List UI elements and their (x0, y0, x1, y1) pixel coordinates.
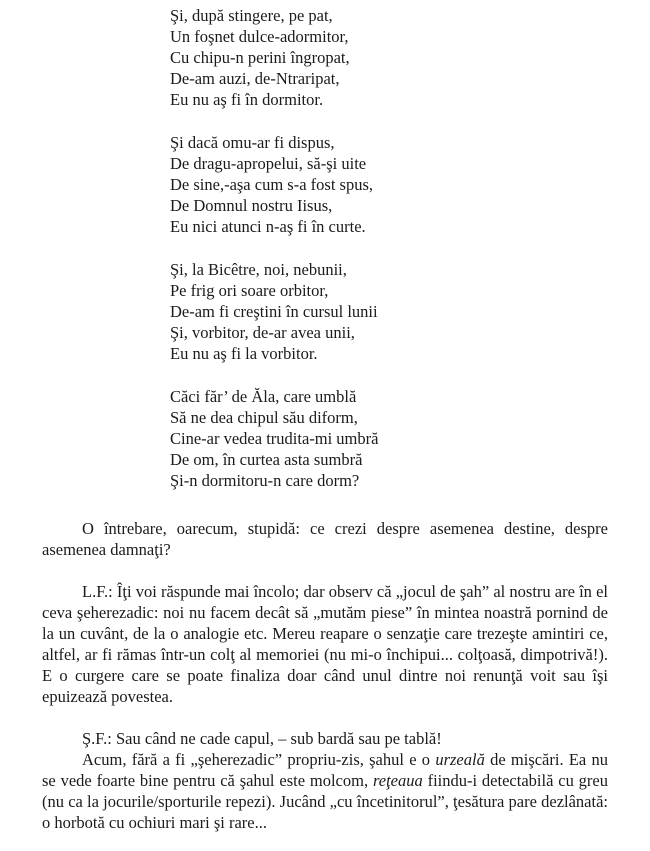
poem-stanza-2 (170, 132, 608, 237)
paragraph-acum (42, 749, 608, 833)
poem-line: Căci făr’ de Ăla, care umblă (170, 387, 357, 406)
poem-line: Şi, la Bicêtre, noi, nebunii, (170, 260, 347, 279)
poem-line: De sine,-aşa cum s-a fost spus, (170, 175, 373, 194)
poem-stanza-3 (170, 259, 608, 364)
poem-block (170, 5, 608, 491)
acum-text-2: de mişcări. Ea nu se vede foarte bine pentru că şahul este molcom, (42, 750, 609, 790)
poem-line: Cu chipu-n perini îngropat, (170, 48, 350, 67)
poem-line: Şi, vorbitor, de-ar avea unii, (170, 323, 355, 342)
poem-line: Eu nu aş fi în dormitor. (170, 90, 324, 109)
paragraph-sf-reply: Ş.F.: Sau când ne cade capul, – sub bardă sau pe tablă! (82, 729, 442, 748)
poem-line: De-am fi creştini în cursul lunii (170, 302, 378, 321)
poem-line: De om, în curtea asta sumbră (170, 450, 363, 469)
poem-line: Cine-ar vedea trudita-mi umbră (170, 429, 379, 448)
italic-term-urzeala: urzeală (435, 750, 485, 769)
poem-line: Şi dacă omu-ar fi dispus, (170, 133, 335, 152)
poem-line: Pe frig ori soare orbitor, (170, 281, 329, 300)
paragraph-question: O întrebare, oarecum, stupidă: ce crezi despre asemenea destine, despre asemenea damnaţi? (42, 519, 608, 559)
poem-line: Un foşnet dulce-adormitor, (170, 27, 349, 46)
acum-text-1: Acum, fără a fi „şeherezadic” propriu-zis, şahul e o (82, 750, 436, 769)
italic-term-reteaua: reţeaua (372, 771, 423, 790)
poem-line: Şi, după stingere, pe pat, (170, 6, 333, 25)
poem-line: Şi-n dormitoru-n care dorm? (170, 471, 360, 490)
acum-text-3: fiindu-i detectabilă cu greu (nu ca la jocurile/sporturile repezi). Jucând „cu încetinitorul”, ţesătura pare dezlânată: o horbotă cu ochiuri mari şi rare... (42, 771, 608, 832)
poem-line: De Domnul nostru Iisus, (170, 196, 333, 215)
paragraph-lf-answer: L.F.: Îţi voi răspunde mai încolo; dar observ că „jocul de şah” al nostru are în el ceva şeherezadic: noi nu facem decât să „mutăm piese” în mintea noastră pornind de la un cuvânt, de la o analogie etc. Mereu reapare o senzaţie care trezeşte amintiri ce, altfel, ar fi rămas într-un colţ al memoriei (nu mi-o închipui... colţoasă, dimpotrivă!). E o curgere care se poate finaliza doar când unul dintre noi renunţă voit sau îşi epuizează povestea. (42, 582, 608, 706)
poem-line: De dragu-apropelui, să-şi uite (170, 154, 367, 173)
poem-stanza-4 (170, 386, 608, 491)
poem-stanza-1 (170, 5, 608, 110)
poem-line: Să ne dea chipul său diform, (170, 408, 358, 427)
poem-line: Eu nici atunci n-aş fi în curte. (170, 217, 366, 236)
poem-line: De-am auzi, de-Ntraripat, (170, 69, 340, 88)
poem-line: Eu nu aş fi la vorbitor. (170, 344, 318, 363)
